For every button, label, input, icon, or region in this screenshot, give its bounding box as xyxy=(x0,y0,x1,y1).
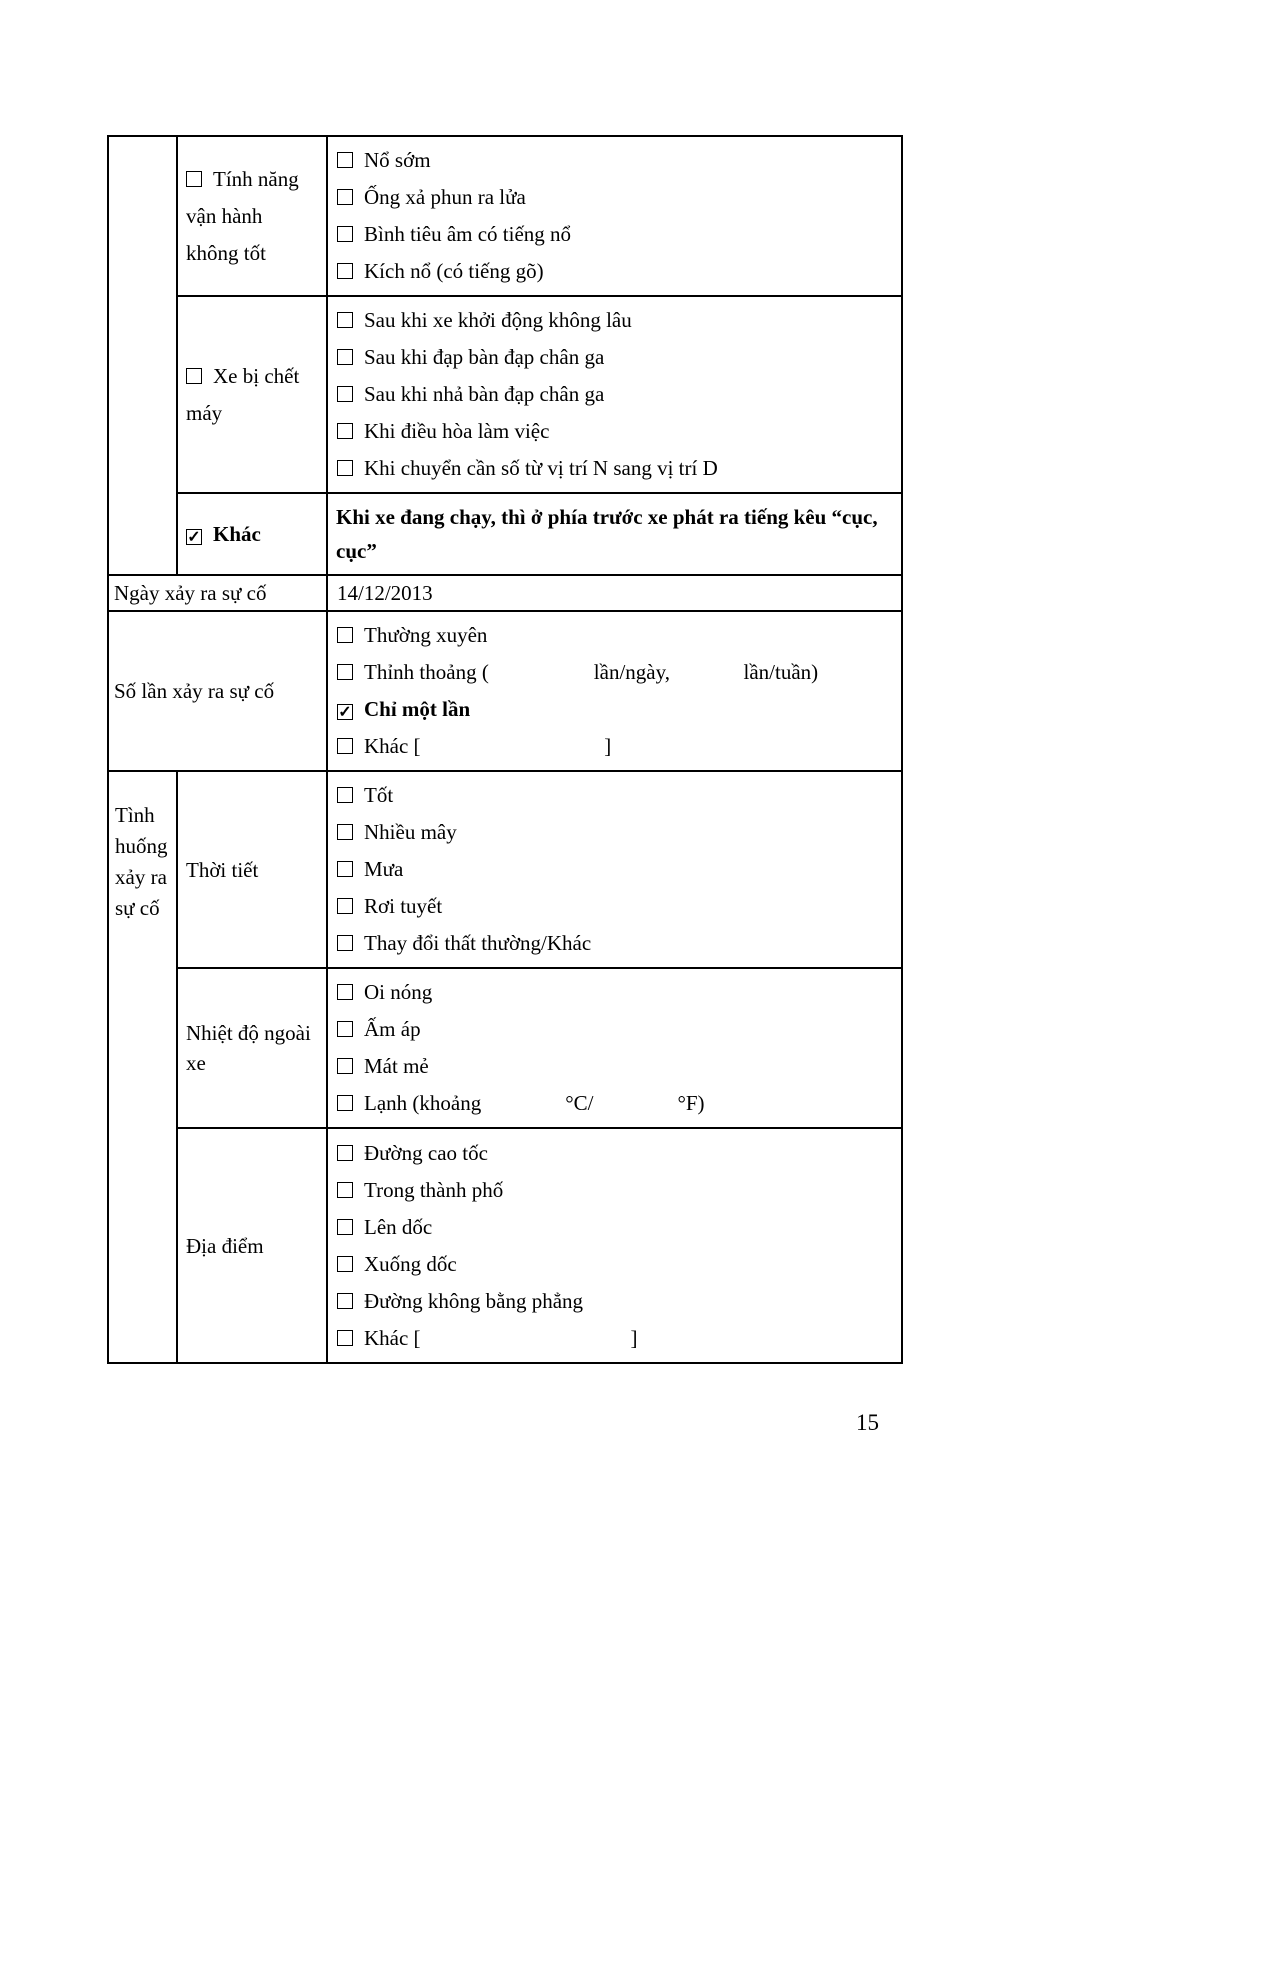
option-label: Ống xả phun ra lửa xyxy=(364,185,526,209)
option-label: Sau khi đạp bàn đạp chân ga xyxy=(364,345,605,369)
checkbox-option xyxy=(337,691,895,728)
checkbox-option xyxy=(337,450,895,487)
checkbox-icon[interactable] xyxy=(337,861,353,877)
options-cell-temperature xyxy=(327,968,902,1128)
checkbox-icon[interactable] xyxy=(337,1095,353,1111)
checkbox-icon[interactable] xyxy=(337,898,353,914)
option-label: Tốt xyxy=(364,783,394,807)
checked-checkbox-icon[interactable]: ✓ xyxy=(187,528,201,546)
checkbox-icon[interactable] xyxy=(337,1058,353,1074)
options-cell-frequency xyxy=(327,611,902,771)
other-symptom-description: Khi xe đang chạy, thì ở phía trước xe phát ra tiếng kêu “cục, cục” xyxy=(327,493,902,575)
category-cell-other xyxy=(177,493,327,575)
option-label: Lên dốc xyxy=(364,1214,433,1239)
checkbox-icon[interactable] xyxy=(337,1145,353,1161)
checkbox-option xyxy=(337,974,895,1011)
option-label: Trong thành phố xyxy=(364,1177,504,1202)
page-number: 15 xyxy=(856,1410,879,1435)
option-label: Thay đổi thất thường/Khác xyxy=(364,931,592,955)
checkbox-icon[interactable] xyxy=(337,1021,353,1037)
option-label: Sau khi xe khởi động không lâu xyxy=(364,308,632,332)
category-cell-performance xyxy=(177,136,327,296)
checkbox-icon[interactable] xyxy=(337,935,353,951)
options-cell-performance xyxy=(327,136,902,296)
row-engine-stall xyxy=(108,296,902,493)
row-weather xyxy=(108,771,902,968)
checkbox-icon[interactable] xyxy=(337,460,353,476)
row-incident-date xyxy=(108,575,902,611)
option-label: Mưa xyxy=(364,857,404,881)
checkbox-icon[interactable] xyxy=(337,984,353,1000)
incident-date-value: 14/12/2013 xyxy=(327,575,902,611)
checkbox-icon[interactable] xyxy=(337,152,353,168)
checkbox-option xyxy=(186,161,320,272)
checkbox-option xyxy=(337,253,895,290)
checkbox-option xyxy=(337,1246,895,1283)
option-label: Bình tiêu âm có tiếng nổ xyxy=(364,222,572,246)
checkbox-option xyxy=(337,777,895,814)
option-label: Đường không bằng phẳng xyxy=(364,1288,584,1313)
option-label: Oi nóng xyxy=(364,980,433,1004)
checkbox-option xyxy=(337,1283,895,1320)
checkbox-icon[interactable] xyxy=(186,368,202,384)
category-cell-location: Địa điểm xyxy=(177,1128,327,1363)
option-label: Thỉnh thoảng ( lần/ngày, lần/tuần) xyxy=(364,660,819,684)
checkbox-option xyxy=(337,1011,895,1048)
checkbox-icon[interactable] xyxy=(337,423,353,439)
option-label: Khác xyxy=(213,521,261,546)
checkbox-option xyxy=(337,1320,895,1357)
option-label: Chỉ một lần xyxy=(364,697,471,721)
option-label: Đường cao tốc xyxy=(364,1140,488,1165)
checkbox-icon[interactable] xyxy=(337,349,353,365)
checkbox-option xyxy=(337,413,895,450)
row-location xyxy=(108,1128,902,1363)
checkbox-option xyxy=(337,925,895,962)
checkbox-option xyxy=(337,1085,895,1122)
option-label: Nhiều mây xyxy=(364,820,457,844)
checkbox-option xyxy=(186,516,320,553)
checkbox-option xyxy=(337,1172,895,1209)
checkbox-icon[interactable] xyxy=(337,189,353,205)
situation-group-label: Tình huống xảy ra sự cố xyxy=(108,771,177,1363)
checkbox-option xyxy=(337,376,895,413)
checkbox-option xyxy=(337,179,895,216)
option-label: Lạnh (khoảng °C/ °F) xyxy=(364,1091,705,1115)
option-label: Khác [ ] xyxy=(364,1325,638,1350)
checkbox-option xyxy=(337,654,895,691)
option-label: Kích nổ (có tiếng gõ) xyxy=(364,259,544,283)
checkbox-option xyxy=(337,888,895,925)
option-label: Mát mẻ xyxy=(364,1054,429,1078)
option-label: Rơi tuyết xyxy=(364,894,443,918)
checkbox-icon[interactable] xyxy=(337,738,353,754)
category-cell-weather: Thời tiết xyxy=(177,771,327,968)
row-performance-symptom xyxy=(108,136,902,296)
option-label: Xuống dốc xyxy=(364,1251,457,1276)
checkbox-icon[interactable] xyxy=(337,1330,353,1346)
option-label: Khi chuyển cần số từ vị trí N sang vị trí D xyxy=(364,456,718,480)
option-label: Thường xuyên xyxy=(364,623,488,647)
checkbox-option xyxy=(337,1209,895,1246)
options-cell-location xyxy=(327,1128,902,1363)
checkbox-icon[interactable] xyxy=(337,1293,353,1309)
checkbox-icon[interactable] xyxy=(337,226,353,242)
checkbox-option xyxy=(337,142,895,179)
option-label: Xe bị chết máy xyxy=(186,363,305,425)
checkbox-icon[interactable] xyxy=(337,664,353,680)
checkbox-option xyxy=(337,302,895,339)
checkbox-option xyxy=(337,814,895,851)
row-frequency xyxy=(108,611,902,771)
category-cell-temperature: Nhiệt độ ngoài xe xyxy=(177,968,327,1128)
empty-group-cell xyxy=(108,136,177,575)
option-label: Tính năng vận hành không tốt xyxy=(186,166,304,265)
checkbox-icon[interactable] xyxy=(337,1256,353,1272)
checkbox-option xyxy=(337,216,895,253)
checkbox-icon[interactable] xyxy=(337,627,353,643)
category-cell-engine-stall xyxy=(177,296,327,493)
checked-checkbox-icon[interactable]: ✓ xyxy=(338,704,352,721)
option-label: Khi điều hòa làm việc xyxy=(364,419,550,443)
option-label: Sau khi nhả bàn đạp chân ga xyxy=(364,382,605,406)
row-outside-temperature xyxy=(108,968,902,1128)
option-label: Nổ sớm xyxy=(364,148,431,172)
checkbox-icon[interactable] xyxy=(337,312,353,328)
row-other-symptom xyxy=(108,493,902,575)
checkbox-option xyxy=(337,1048,895,1085)
checkbox-icon[interactable] xyxy=(337,787,353,803)
checkbox-option xyxy=(186,358,320,432)
checkbox-icon[interactable] xyxy=(337,263,353,279)
checkbox-icon[interactable] xyxy=(337,1219,353,1235)
checkbox-option xyxy=(337,339,895,376)
checkbox-option xyxy=(337,1135,895,1172)
checkbox-option xyxy=(337,617,895,654)
checkbox-icon[interactable] xyxy=(337,1182,353,1198)
options-cell-engine-stall xyxy=(327,296,902,493)
checkbox-icon[interactable] xyxy=(186,171,202,187)
options-cell-weather xyxy=(327,771,902,968)
checkbox-icon[interactable] xyxy=(337,824,353,840)
frequency-label: Số lần xảy ra sự cố xyxy=(108,611,327,771)
checkbox-option xyxy=(337,851,895,888)
incident-report-table xyxy=(107,135,903,1364)
option-label: Ấm áp xyxy=(364,1017,421,1041)
incident-date-label: Ngày xảy ra sự cố xyxy=(108,575,327,611)
checkbox-icon[interactable] xyxy=(337,386,353,402)
checkbox-option xyxy=(337,728,895,765)
option-label: Khác [ ] xyxy=(364,734,612,758)
